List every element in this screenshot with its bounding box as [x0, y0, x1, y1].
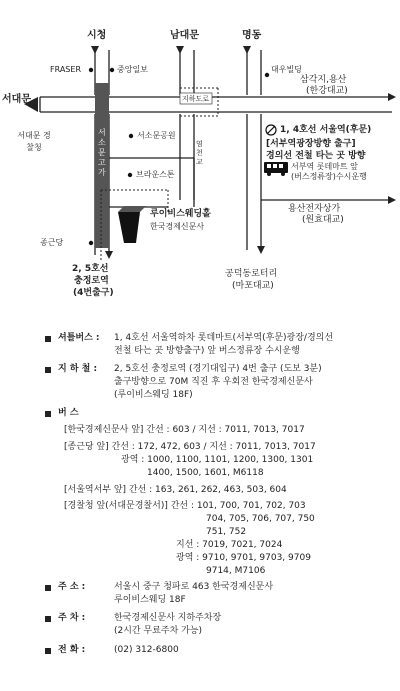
venue-sub: 한국경제신문사 [150, 222, 205, 231]
shuttle-line2: 전철 타는 곳 방향출구) 앞 버스정류장 수시운행 [114, 346, 300, 356]
landmark-joongang: 중앙일보 [117, 65, 148, 74]
road-yeomcheon [109, 158, 194, 207]
road-label-myeongdong: 명동 [242, 30, 262, 41]
bullet-subway [45, 367, 51, 373]
road-label-yeomcheon: 염천교 [196, 140, 203, 166]
landmark-yongsan-elec: 용산전자상가 [288, 204, 341, 214]
bus-group4-wide: 광역 : 9710, 9701, 9703, 9709 [176, 553, 311, 563]
chungjeongno-line1: 2, 5호선 [72, 264, 109, 274]
parking-label: 주 차 : [58, 613, 86, 623]
elevated-road-label: 서소문고가 [98, 128, 106, 177]
bus-group4-wide2: 9714, M7106 [206, 566, 266, 576]
bus-group4-main2: 704, 705, 706, 707, 750 [206, 514, 315, 524]
landmark-seodaemun-police: 서대문 경찰청 [17, 131, 51, 152]
chungjeongno-line3: (4번출구) [73, 288, 114, 298]
bullet-parking [45, 616, 51, 622]
phone-value: (02) 312-6800 [114, 645, 179, 655]
road-label-namdaemun: 남대문 [170, 30, 199, 41]
chungjeongno-line2: 충정로역 [74, 276, 109, 286]
bullet-shuttle [45, 336, 51, 342]
road-myeongdong [247, 50, 261, 250]
address-line2: 루이비스웨딩 18F [114, 595, 186, 605]
landmark-hangang-bridge: (한강대교) [306, 86, 348, 96]
road-namdaemun [180, 50, 194, 200]
road-label-seodaemun: 서대문 [2, 94, 31, 105]
subway-line3: (루이비스웨딩 18F) [114, 390, 193, 400]
phone-label: 전 화 : [58, 645, 86, 655]
landmark-daewoo: 대우빌딩 [271, 65, 302, 74]
bullet-bus [45, 411, 51, 417]
shuttle-label: 셔틀버스 : [58, 333, 100, 343]
main-road [40, 97, 392, 112]
subway-icon [266, 125, 276, 135]
landmark-samgakji: 삼각지,용산 [300, 75, 347, 85]
landmark-fraser: FRASER [50, 65, 81, 74]
landmark-gongdeok: 공덕동로터리 [225, 269, 278, 279]
bus-stop-line1: 서부역 롯데마트 앞 [291, 162, 358, 171]
tunnel-label: 지하도로 [182, 95, 210, 103]
parking-line1: 한국경제신문사 지하주차장 [114, 613, 222, 623]
landmark-seosomun-park: 서소문공원 [137, 131, 176, 140]
bus-group4-branch: 지선 : 7019, 7021, 7024 [176, 540, 283, 550]
subway-line2: 출구방향으로 70M 직진 후 우회전 한국경제신문사 [114, 377, 313, 387]
road-label-sicheong: 시청 [87, 30, 107, 41]
address-line1: 서울시 중구 청파로 463 한국경제신문사 [114, 582, 274, 592]
shuttle-line1: 1, 4호선 서울역하차 롯데마트(서부역(후문)광장/경의선 [114, 333, 334, 343]
bus-group3: [서울역서부 앞] 간선 : 163, 261, 262, 463, 503, 604 [64, 485, 287, 495]
subway-line1: 2, 5호선 충정로역 (경기대입구) 4번 출구 (도보 3분) [114, 364, 322, 374]
venue-building-icon [118, 212, 140, 243]
seoul-station-direction: 경의선 전철 타는 곳 방향 [266, 151, 366, 161]
bus-icon [264, 162, 288, 176]
bus-group4-main: [경찰청 앞(서대문경찰서)] 간선 : 101, 700, 701, 702, 703 [64, 501, 306, 511]
bus-group2-wide: 광역 : 1000, 1100, 1101, 1200, 1300, 1301 [121, 455, 314, 465]
subway-label: 지 하 철 : [58, 364, 98, 374]
bus-group1: [한국경제신문사 앞] 간선 : 603 / 지선 : 7011, 7013, 7017 [64, 425, 305, 435]
bus-stop-line2: (버스정류장)수시운행 [291, 172, 367, 181]
landmark-jonggeundang: 종근당 [40, 238, 64, 247]
bus-label: 버 스 [58, 408, 79, 418]
venue-name: 루이비스웨딩홀 [150, 209, 211, 219]
seoul-station-title: 1, 4호선 서울역(후문) [280, 125, 372, 135]
bus-group2-main: [종근당 앞] 간선 : 172, 472, 603 / 지선 : 7011, 7013, 7017 [64, 442, 316, 452]
bus-group2-wide2: 1400, 1500, 1601, M6118 [147, 468, 264, 478]
landmark-wonhyo-bridge: (원효대교) [302, 215, 344, 225]
parking-line2: (2시간 무료주차 가능) [114, 626, 203, 636]
bullet-phone [45, 648, 51, 654]
landmark-brown-stone: 브라운스톤 [136, 170, 175, 179]
landmark-mapo-bridge: (마포대교) [232, 281, 274, 291]
seoul-station-exit: [서부역광장방향 출구] [266, 139, 356, 149]
bullet-address [45, 585, 51, 591]
address-label: 주 소 : [58, 582, 86, 592]
bus-group4-main3: 751, 752 [206, 527, 247, 537]
